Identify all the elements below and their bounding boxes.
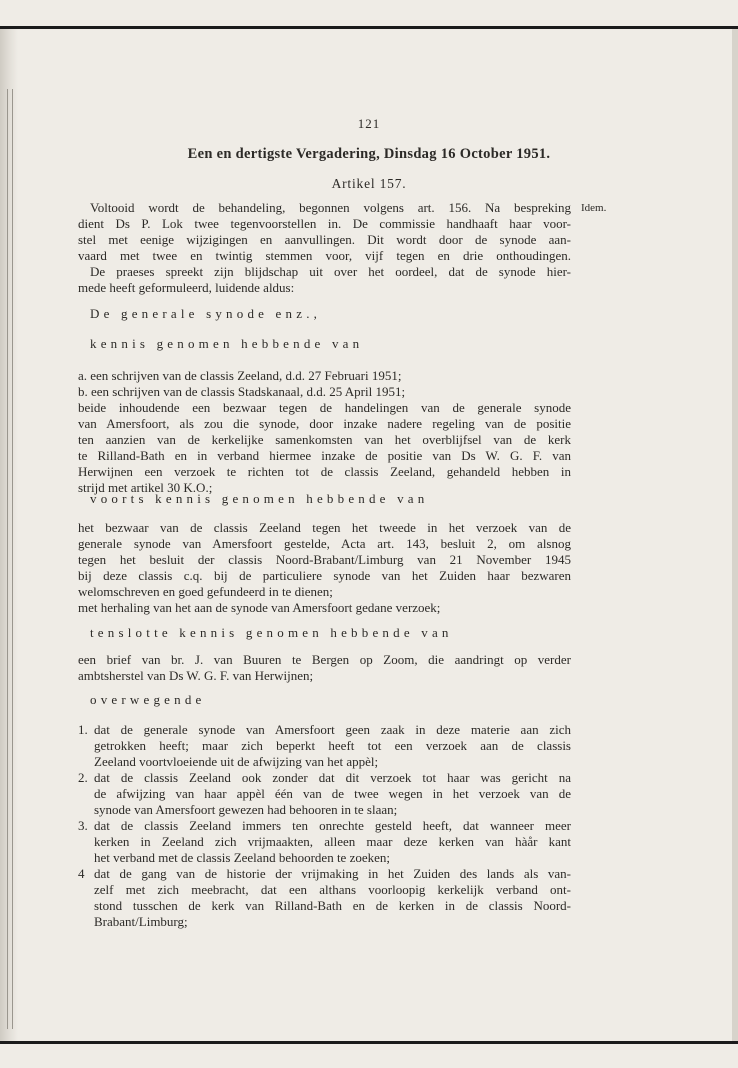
binding-line xyxy=(12,89,13,1029)
text-line: Brabant/Limburg; xyxy=(94,914,188,929)
text-line: het bezwaar van de classis Zeeland tegen het tweede in het verzoek van de xyxy=(78,520,571,535)
synode-heading: De generale synode enz., xyxy=(90,306,322,321)
text-line: synode van Amersfoort gewezen had behooren in te slaan; xyxy=(94,802,398,817)
item-number: 1. xyxy=(78,722,88,737)
text-line: met herhaling van het aan de synode van Amersfoort gedane verzoek; xyxy=(78,600,441,615)
text-line: generale synode van Amersfoort gestelde, Acta art. 143, besluit 2, om alsnog xyxy=(78,536,571,551)
list-item xyxy=(78,722,571,770)
voorts-heading: voorts kennis genomen hebbende van xyxy=(90,491,429,506)
text-line: Zeeland voortvloeiende uit de afwijzing van het appèl; xyxy=(94,754,379,769)
text-line: dient Ds P. Lok twee tegenvoorstellen in. De commissie handhaaft haar voor- xyxy=(78,216,571,231)
text-line: kerken in Zeeland zich vrijmaakten, alleen maar deze kerken van hàår kant xyxy=(94,834,571,849)
tenslotte-heading: tenslotte kennis genomen hebbende van xyxy=(90,625,453,640)
text-line: van Amersfoort, als zou die synode, door inzake nadere regeling van de positie xyxy=(78,416,571,431)
letters-list xyxy=(78,368,571,400)
text-line: mede heeft geformuleerd, luidende aldus: xyxy=(78,280,295,295)
overwegende-heading: overwegende xyxy=(90,692,206,707)
text-line: Herwijnen een verzoek te richten tot de classis Zeeland, gehandeld hebben in xyxy=(78,464,571,479)
text-line: vaard met twee en twintig stemmen voor, vijf tegen en drie onthoudingen. xyxy=(78,248,571,263)
both-paragraph xyxy=(78,400,571,496)
page-edge-top xyxy=(0,26,738,29)
text-line: dat de classis Zeeland ook zonder dat dit verzoek tot haar was gericht na xyxy=(94,770,571,785)
kennis-heading: kennis genomen hebbende van xyxy=(90,336,364,351)
text-line: De praeses spreekt zijn blijdschap uit over het oordeel, dat de synode hier- xyxy=(90,264,571,279)
text-line: stel met eenige wijzigingen en aanvullingen. Dit wordt door de synode aan- xyxy=(78,232,571,247)
brief-paragraph xyxy=(78,652,571,684)
text-line: tegen het besluit der classis Noord-Brabant/Limburg van 21 November 1945 xyxy=(78,552,571,567)
text-line: strijd met artikel 30 K.O.; xyxy=(78,480,213,495)
text-line: Voltooid wordt de behandeling, begonnen volgens art. 156. Na bespreking xyxy=(90,200,571,215)
text-line: een brief van br. J. van Buuren te Bergen op Zoom, die aandringt op verder xyxy=(78,652,571,667)
intro-paragraph xyxy=(78,200,571,264)
binding-line xyxy=(7,89,8,1029)
text-line: dat de gang van de historie der vrijmaking in het Zuiden des lands als van- xyxy=(94,866,571,881)
text-line: getrokken heeft; maar zich beperkt heeft tot een verzoek aan de classis xyxy=(94,738,571,753)
text-line: welomschreven en goed gefundeerd in te dienen; xyxy=(78,584,333,599)
page-number: 121 xyxy=(357,116,381,131)
text-line: zelf met zich meebracht, dat een althans voorloopig kerkelijk verband ont- xyxy=(94,882,571,897)
bezwaar-paragraph xyxy=(78,520,571,616)
list-item xyxy=(78,866,571,930)
text-line: de afwijzing van haar appèl één van de twee wegen in het verzoek van de xyxy=(94,786,571,801)
article-title: Artikel 157. xyxy=(331,176,407,191)
text-line: ambtsherstel van Ds W. G. F. van Herwijnen; xyxy=(78,668,314,683)
margin-note: Idem. xyxy=(581,202,607,214)
text-line: stond tusschen de kerk van Rilland-Bath en de kerken in de classis Noord- xyxy=(94,898,571,913)
praeses-paragraph xyxy=(78,264,571,296)
item-number: 4 xyxy=(78,866,85,881)
list-item-a: a. een schrijven van de classis Zeeland, d.d. 27 Februari 1951; xyxy=(78,368,402,383)
list-item-b: b. een schrijven van de classis Stadskanaal, d.d. 25 April 1951; xyxy=(78,384,406,399)
text-line: bij deze classis c.q. bij de particuliere synode van het Zuiden haar bezwaren xyxy=(78,568,571,583)
page-edge-bottom xyxy=(0,1041,738,1044)
meeting-title: Een en dertigste Vergadering, Dinsdag 16 October 1951. xyxy=(187,146,551,162)
considerations-list xyxy=(78,722,571,930)
text-line: dat de generale synode van Amersfoort geen zaak in deze materie aan zich xyxy=(94,722,571,737)
text-line: het verband met de classis Zeeland behoorden te zoeken; xyxy=(94,850,390,865)
item-number: 2. xyxy=(78,770,88,785)
text-line: ten aanzien van de kerkelijke samenkomsten van het overblijfsel van de kerk xyxy=(78,432,571,447)
item-number: 3. xyxy=(78,818,88,833)
text-line: te Rilland-Bath en in verband hiermee inzake de positie van Ds W. G. F. van xyxy=(78,448,571,463)
text-line: beide inhoudende een bezwaar tegen de handelingen van de generale synode xyxy=(78,400,571,415)
list-item xyxy=(78,818,571,866)
list-item xyxy=(78,770,571,818)
text-line: dat de classis Zeeland immers ten onrechte gesteld heeft, dat wanneer meer xyxy=(94,818,571,833)
